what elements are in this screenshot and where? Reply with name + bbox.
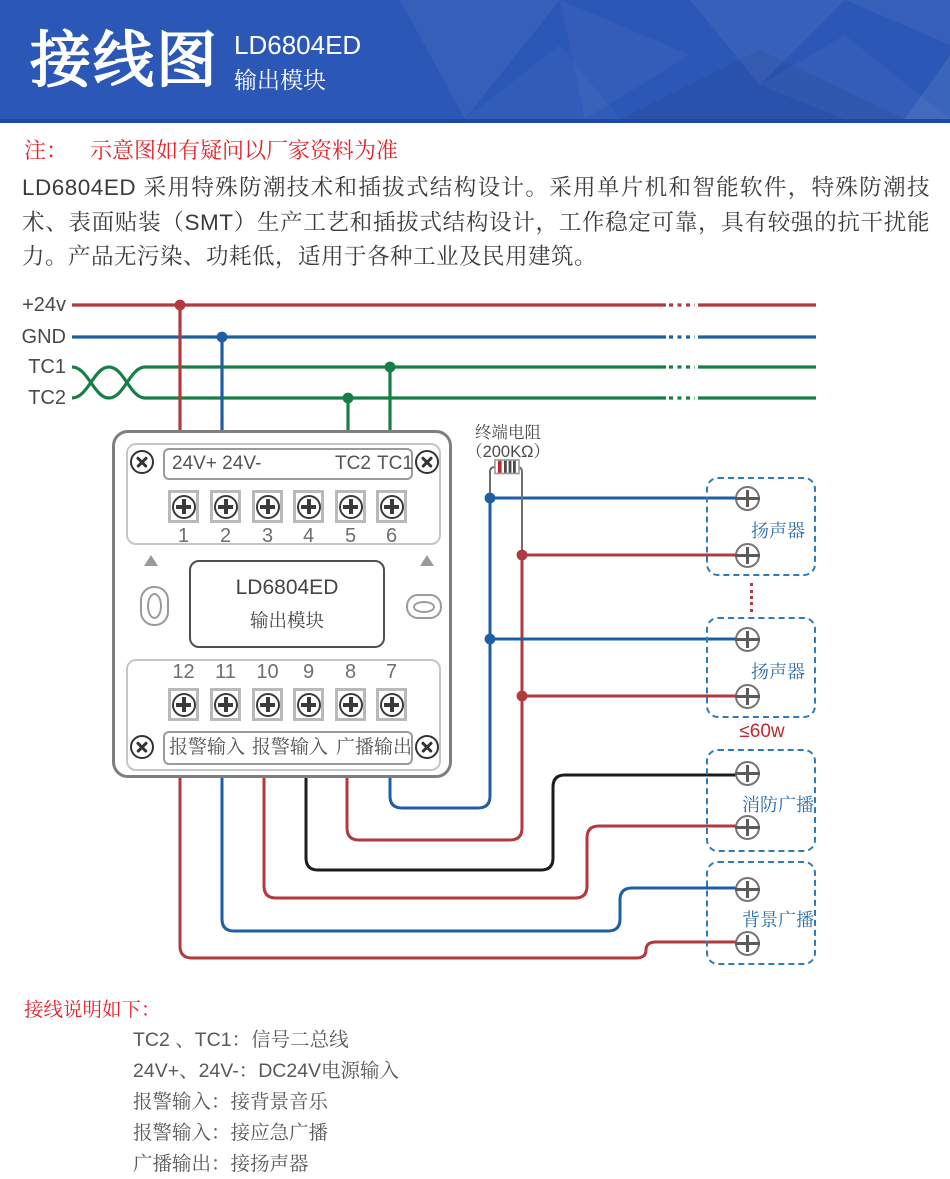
end-resistor (490, 460, 522, 557)
triangle-up-icon (144, 555, 158, 566)
terminal-number: 12 (172, 661, 195, 683)
label-broadcast-output: 广播输出 (335, 737, 412, 758)
indicator-right (406, 594, 442, 619)
device-terminal-icon (735, 931, 760, 956)
bus-label-tc1: TC1 (28, 356, 66, 378)
legend-item: 广播输出：接扬声器 (133, 1153, 309, 1175)
terminal-number: 5 (344, 525, 357, 547)
device-label: 消防广播 (742, 795, 814, 815)
wire-terminal11-blue (222, 778, 746, 931)
terminal-screw-9 (293, 688, 324, 721)
model-number: LD6804ED (234, 30, 362, 60)
resistor-label-line1: 终端电阻 (475, 424, 541, 442)
mount-screw-icon (130, 450, 154, 474)
module-type: 输出模块 (249, 609, 324, 631)
terminal-screw-7 (376, 688, 407, 721)
legend-item: 报警输入：接应急广播 (133, 1122, 329, 1144)
top-label-strip (163, 448, 413, 480)
terminal-number: 10 (256, 661, 279, 683)
product-description: LD6804ED 采用特殊防潮技术和插拔式结构设计。采用单片机和智能软件，特殊防潮技术、表面贴装（SMT）生产工艺和插拔式结构设计，工作稳定可靠，具有较强的抗干扰能力。产品无污染、功耗低，适用于各种工业及民用建筑。 (22, 175, 930, 269)
page-title: 接线图 (30, 26, 220, 94)
device-box-fire-broadcast (706, 749, 816, 852)
legend-item: 报警输入：接背景音乐 (133, 1091, 329, 1113)
legend-item: TC2 、TC1：信号二总线 (133, 1029, 349, 1051)
triangle-up-icon (420, 555, 434, 566)
wire-tc1-bus (72, 367, 816, 398)
mount-screw-icon (130, 735, 154, 759)
label-24v: 24V+ 24V- (172, 453, 262, 474)
device-terminal-icon (735, 761, 760, 786)
device-label: 背景广播 (742, 910, 814, 930)
label-alarm-input-2: 报警输入 (251, 737, 328, 758)
device-box-background-broadcast (706, 861, 816, 965)
resistor-label-line2: （200KΩ） (466, 443, 550, 461)
terminal-number: 9 (302, 661, 315, 683)
terminal-screw-11 (210, 688, 241, 721)
device-box-speaker-1 (706, 477, 816, 576)
device-label: 扬声器 (751, 662, 805, 682)
bus-label-gnd: GND (21, 326, 66, 348)
output-module (112, 430, 452, 778)
terminal-number: 11 (215, 661, 236, 683)
device-terminal-icon (735, 877, 760, 902)
power-limit-note: ≤60w (739, 721, 785, 742)
terminal-screw-10 (252, 688, 283, 721)
continuation-dots (750, 583, 753, 612)
device-label: 扬声器 (751, 521, 805, 541)
device-terminal-icon (735, 543, 760, 568)
terminal-number: 6 (385, 525, 398, 547)
terminal-number: 3 (261, 525, 274, 547)
terminal-number: 7 (385, 661, 398, 683)
indicator-left (140, 586, 169, 626)
resistor-label (452, 424, 564, 462)
model-subtitle: 输出模块 (234, 67, 326, 93)
bus-label-24v: +24v (22, 294, 66, 316)
terminal-screw-6 (376, 490, 407, 523)
note-text: 示意图如有疑问以厂家资料为准 (90, 138, 399, 163)
legend-item: 24V+、24V-：DC24V电源输入 (133, 1060, 400, 1082)
mount-screw-icon (415, 735, 439, 759)
terminal-screw-5 (335, 490, 366, 523)
label-tc1: TC1 (377, 453, 413, 474)
device-terminal-icon (735, 684, 760, 709)
module-nameplate (189, 560, 385, 648)
device-terminal-icon (735, 815, 760, 840)
terminal-number: 4 (302, 525, 315, 547)
device-terminal-icon (735, 627, 760, 652)
device-box-speaker-2 (706, 617, 816, 718)
terminal-number: 1 (177, 525, 190, 547)
wire-terminal10-red (264, 778, 746, 898)
bottom-label-strip (163, 731, 413, 765)
label-tc2: TC2 (335, 453, 371, 474)
note-prefix: 注： (24, 138, 69, 163)
terminal-screw-3 (252, 490, 283, 523)
terminal-number: 8 (344, 661, 357, 683)
terminal-screw-2 (210, 490, 241, 523)
terminal-screw-12 (168, 688, 199, 721)
label-alarm-input-1: 报警输入 (168, 737, 245, 758)
wire-tc2-bus (72, 367, 816, 398)
terminal-screw-1 (168, 490, 199, 523)
bus-label-tc2: TC2 (28, 387, 66, 409)
mount-screw-icon (415, 450, 439, 474)
wire-terminal9-black (306, 775, 746, 870)
device-terminal-icon (735, 486, 760, 511)
module-name: LD6804ED (235, 575, 339, 599)
terminal-screw-4 (293, 490, 324, 523)
terminal-number: 2 (219, 525, 232, 547)
terminal-screw-8 (335, 688, 366, 721)
legend-title: 接线说明如下： (24, 999, 161, 1021)
